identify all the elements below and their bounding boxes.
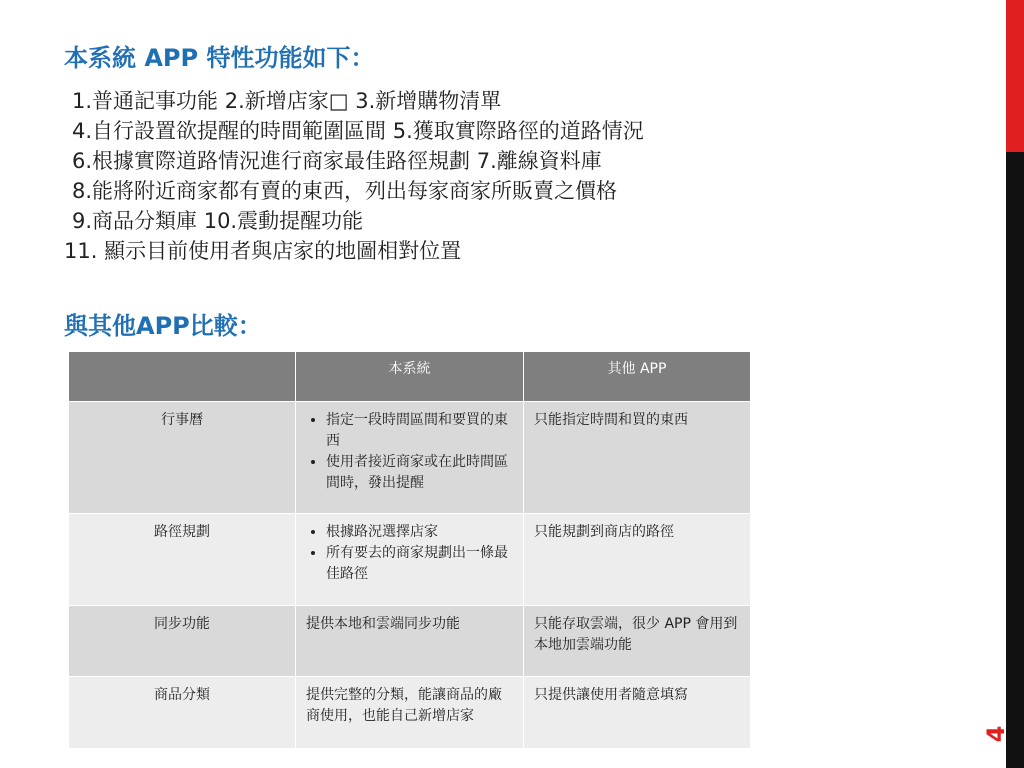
- table-header-row: [69, 352, 751, 402]
- header-category: [69, 352, 296, 402]
- row-other-cell: 只能規劃到商店的路徑: [524, 514, 751, 606]
- feature-line: 11. 顯示目前使用者與店家的地圖相對位置: [64, 239, 462, 263]
- comparison-title: 與其他APP比較：: [64, 312, 262, 340]
- table-row: [69, 514, 751, 606]
- bullet-item: • 根據路況選擇店家: [326, 522, 513, 543]
- feature-line: 1.普通記事功能 2.新增店家□ 3.新增購物清單: [72, 89, 502, 113]
- feature-line: 8.能將附近商家都有賣的東西，列出每家商家所販賣之價格: [72, 179, 618, 203]
- row-system-cell: 提供完整的分類，能讓商品的廠商使用，也能自己新增店家: [296, 677, 524, 749]
- feature-line: 6.根據實際道路情況進行商家最佳路徑規劃 7.離線資料庫: [72, 149, 602, 173]
- page-number: 4: [982, 725, 1010, 743]
- row-system-cell: [296, 402, 524, 514]
- header-other-app: 其他 APP: [524, 352, 751, 402]
- row-category: 同步功能: [69, 606, 296, 677]
- table-row: [69, 677, 751, 749]
- feature-list: [64, 86, 644, 266]
- row-category: 商品分類: [69, 677, 296, 749]
- row-other-cell: 只能存取雲端，很少 APP 會用到本地加雲端功能: [524, 606, 751, 677]
- table-row: [69, 402, 751, 514]
- row-other-cell: 只提供讓使用者隨意填寫: [524, 677, 751, 749]
- row-other-cell: 只能指定時間和買的東西: [524, 402, 751, 514]
- comparison-table: [68, 351, 751, 749]
- bullet-item: • 使用者接近商家或在此時間區間時，發出提醒: [326, 452, 513, 494]
- row-category: 路徑規劃: [69, 514, 296, 606]
- right-accent-bar: [1006, 0, 1024, 152]
- table-row: [69, 606, 751, 677]
- row-system-cell: [296, 514, 524, 606]
- header-this-system: 本系統: [296, 352, 524, 402]
- row-system-cell: 提供本地和雲端同步功能: [296, 606, 524, 677]
- feature-line: 9.商品分類庫 10.震動提醒功能: [72, 209, 364, 233]
- bullet-item: • 所有要去的商家規劃出一條最佳路徑: [326, 543, 513, 585]
- bullet-item: • 指定一段時間區間和要買的東西: [326, 410, 513, 452]
- feature-line: 4.自行設置欲提醒的時間範圍區間 5.獲取實際路徑的道路情況: [72, 119, 644, 143]
- slide-title: 本系統 APP 特性功能如下：: [64, 44, 375, 72]
- row-category: 行事曆: [69, 402, 296, 514]
